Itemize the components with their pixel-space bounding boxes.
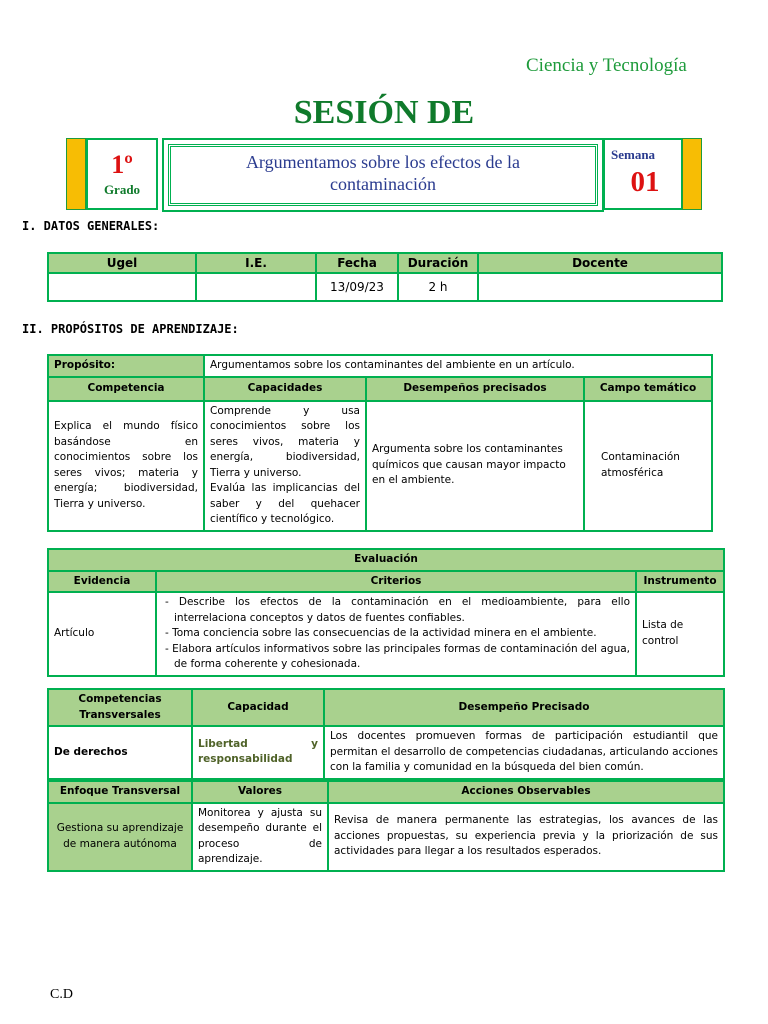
week-label: Semana	[611, 147, 656, 162]
desempeno-precisado-text: Los docentes promueven formas de participación estudiantil que permitan el desarrollo de competencias ciudadanas, articulando acciones con la familia y comunidad en la búsqueda del bien común.	[324, 726, 724, 779]
criterio-item: - Describe los efectos de la contaminación en el medioambiente, para ello interrelaciona conceptos y datos de fuentes confiables.	[165, 596, 630, 624]
evaluacion-table	[47, 548, 725, 677]
col-enfoque-transversal: Enfoque Transversal	[48, 781, 192, 803]
purpose-text: Argumentamos sobre los contaminantes del ambiente en un artículo.	[204, 355, 712, 377]
col-desempenos: Desempeños precisados	[366, 377, 584, 401]
criterio-item: - Toma conciencia sobre las consecuencias de la actividad minera en el ambiente.	[165, 627, 597, 639]
ie-value	[196, 273, 316, 301]
area-name: Ciencia y Tecnología	[526, 55, 687, 76]
section-propositos-heading: II. PROPÓSITOS DE APRENDIZAJE:	[22, 322, 239, 336]
col-valores: Valores	[192, 781, 328, 803]
campo-tematico-text: Contaminación atmosférica	[584, 401, 712, 531]
col-competencia: Competencia	[48, 377, 204, 401]
col-ugel: Ugel	[48, 253, 196, 273]
col-duracion: Duración	[398, 253, 478, 273]
competencia-text: Explica el mundo físico basándose en conocimientos sobre los seres vivos; materia y energía; biodiversidad, Tierra y universo.	[48, 401, 204, 531]
duracion-value: 2 h	[398, 273, 478, 301]
footer-mark: C.D	[50, 987, 73, 1002]
criterios-cell	[156, 592, 636, 676]
grade-label: Grado	[103, 182, 141, 197]
capacidad-item: Comprende y usa conocimientos sobre los seres vivos, materia y energía, biodiversidad, Tierra y universo.	[210, 404, 360, 479]
week-box	[603, 138, 683, 210]
propositos-table	[47, 354, 713, 532]
col-desempeno-precisado: Desempeño Precisado	[324, 689, 724, 726]
competencia-transversal-text: De derechos	[48, 726, 192, 779]
instrumento-text: Lista de control	[636, 592, 724, 676]
col-campo-tematico: Campo temático	[584, 377, 712, 401]
capacidad-transversal-text: Libertad y responsabilidad	[192, 726, 324, 779]
evaluacion-title: Evaluación	[48, 549, 724, 571]
col-capacidad: Capacidad	[192, 689, 324, 726]
col-capacidades: Capacidades	[204, 377, 366, 401]
capacidad-item: Evalúa las implicancias del saber y del quehacer científico y tecnológico.	[210, 482, 360, 525]
grade-box	[86, 138, 158, 210]
purpose-label: Propósito:	[48, 355, 204, 377]
evidencia-text: Artículo	[48, 592, 156, 676]
enfoque-text: Gestiona su aprendizaje de manera autónoma	[48, 803, 192, 871]
docente-value	[478, 273, 722, 301]
week-number: 01	[630, 166, 660, 198]
session-title: SESIÓN DE	[293, 94, 475, 131]
col-evidencia: Evidencia	[48, 571, 156, 593]
enfoque-table	[47, 780, 725, 872]
datos-generales-table	[47, 252, 723, 302]
ugel-value	[48, 273, 196, 301]
transversales-table	[47, 688, 725, 780]
col-acciones-observables: Acciones Observables	[328, 781, 724, 803]
col-instrumento: Instrumento	[636, 571, 724, 593]
desempenos-text: Argumenta sobre los contaminantes químicos que causan mayor impacto en el ambiente.	[366, 401, 584, 531]
fecha-value: 13/09/23	[316, 273, 398, 301]
valores-text: Monitorea y ajusta su desempeño durante el proceso de aprendizaje.	[192, 803, 328, 871]
section-datos-generales-heading: I. DATOS GENERALES:	[22, 219, 160, 233]
col-criterios: Criterios	[156, 571, 636, 593]
col-ie: I.E.	[196, 253, 316, 273]
capacidades-cell	[204, 401, 366, 531]
grade-accent-bar	[66, 138, 86, 210]
acciones-observables-text: Revisa de manera permanente las estrategias, los avances de las acciones propuestas, su experiencia previa y la priorización de sus actividades para llegar a los resultados esperados.	[328, 803, 724, 871]
topic-box	[162, 138, 604, 212]
grade-number: 1º	[111, 150, 133, 179]
week-accent-bar	[682, 138, 702, 210]
session-topic: Argumentamos sobre los efectos de la contaminación	[245, 152, 521, 194]
col-fecha: Fecha	[316, 253, 398, 273]
col-competencias-transversales: Competencias Transversales	[48, 689, 192, 726]
criterio-item: - Elabora artículos informativos sobre las principales formas de contaminación del agua, de forma coherente y cohesionada.	[165, 642, 630, 670]
col-docente: Docente	[478, 253, 722, 273]
